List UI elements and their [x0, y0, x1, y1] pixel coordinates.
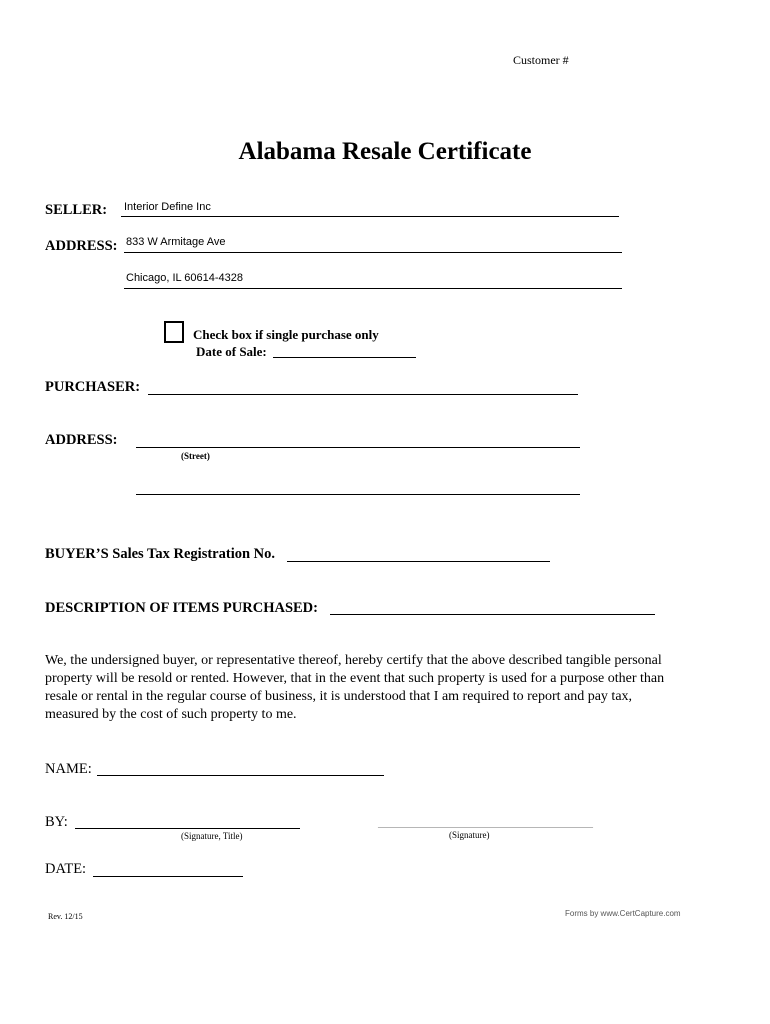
- purchaser-street-line[interactable]: [136, 447, 580, 448]
- forms-by-credit: Forms by www.CertCapture.com: [565, 909, 681, 918]
- seller-address-line1-line: [124, 252, 622, 253]
- purchaser-line[interactable]: [148, 394, 578, 395]
- by-signature-line[interactable]: [75, 828, 300, 829]
- seller-address-line2-line: [124, 288, 622, 289]
- name-label: NAME:: [45, 761, 92, 777]
- purchaser-address-label: ADDRESS:: [45, 432, 118, 448]
- description-line[interactable]: [330, 614, 655, 615]
- name-line[interactable]: [97, 775, 384, 776]
- seller-name-line: [121, 216, 619, 217]
- seller-label: SELLER:: [45, 202, 108, 218]
- certification-paragraph: We, the undersigned buyer, or representative thereof, hereby certify that the above described tangible personal property will be resold or rented. However, that in the event that such property is used for a purpose other than resale or rental in the regular course of business, it is understood that I am required to report and pay tax, measured by the cost of such property to me.: [45, 653, 665, 722]
- description-label: DESCRIPTION OF ITEMS PURCHASED:: [45, 600, 318, 616]
- second-signature-line[interactable]: ___________________________________________: [378, 818, 593, 829]
- by-label: BY:: [45, 814, 68, 830]
- single-purchase-checkbox[interactable]: [164, 321, 184, 343]
- seller-address-line2-field[interactable]: Chicago, IL 60614-4328: [126, 272, 244, 284]
- single-purchase-checkbox-label: Check box if single purchase only: [193, 327, 379, 342]
- purchaser-address-line2[interactable]: [136, 494, 580, 495]
- purchaser-label: PURCHASER:: [45, 379, 141, 395]
- page-title: Alabama Resale Certificate: [238, 138, 532, 165]
- by-caption: (Signature, Title): [181, 831, 243, 841]
- buyer-registration-line[interactable]: [287, 561, 550, 562]
- seller-address-line1-field[interactable]: 833 W Armitage Ave: [126, 236, 226, 248]
- date-line[interactable]: [93, 876, 243, 877]
- seller-name-field[interactable]: Interior Define Inc: [124, 201, 211, 213]
- seller-address-label: ADDRESS:: [45, 238, 118, 254]
- street-caption: (Street): [181, 451, 210, 461]
- date-of-sale-line[interactable]: [273, 357, 416, 358]
- date-label: DATE:: [45, 861, 87, 877]
- customer-number-label: Customer #: [513, 53, 569, 67]
- buyer-registration-label: BUYER’S Sales Tax Registration No.: [45, 546, 276, 562]
- date-of-sale-label: Date of Sale:: [196, 344, 267, 359]
- revision-label: Rev. 12/15: [48, 912, 83, 921]
- signature-caption: (Signature): [449, 830, 490, 840]
